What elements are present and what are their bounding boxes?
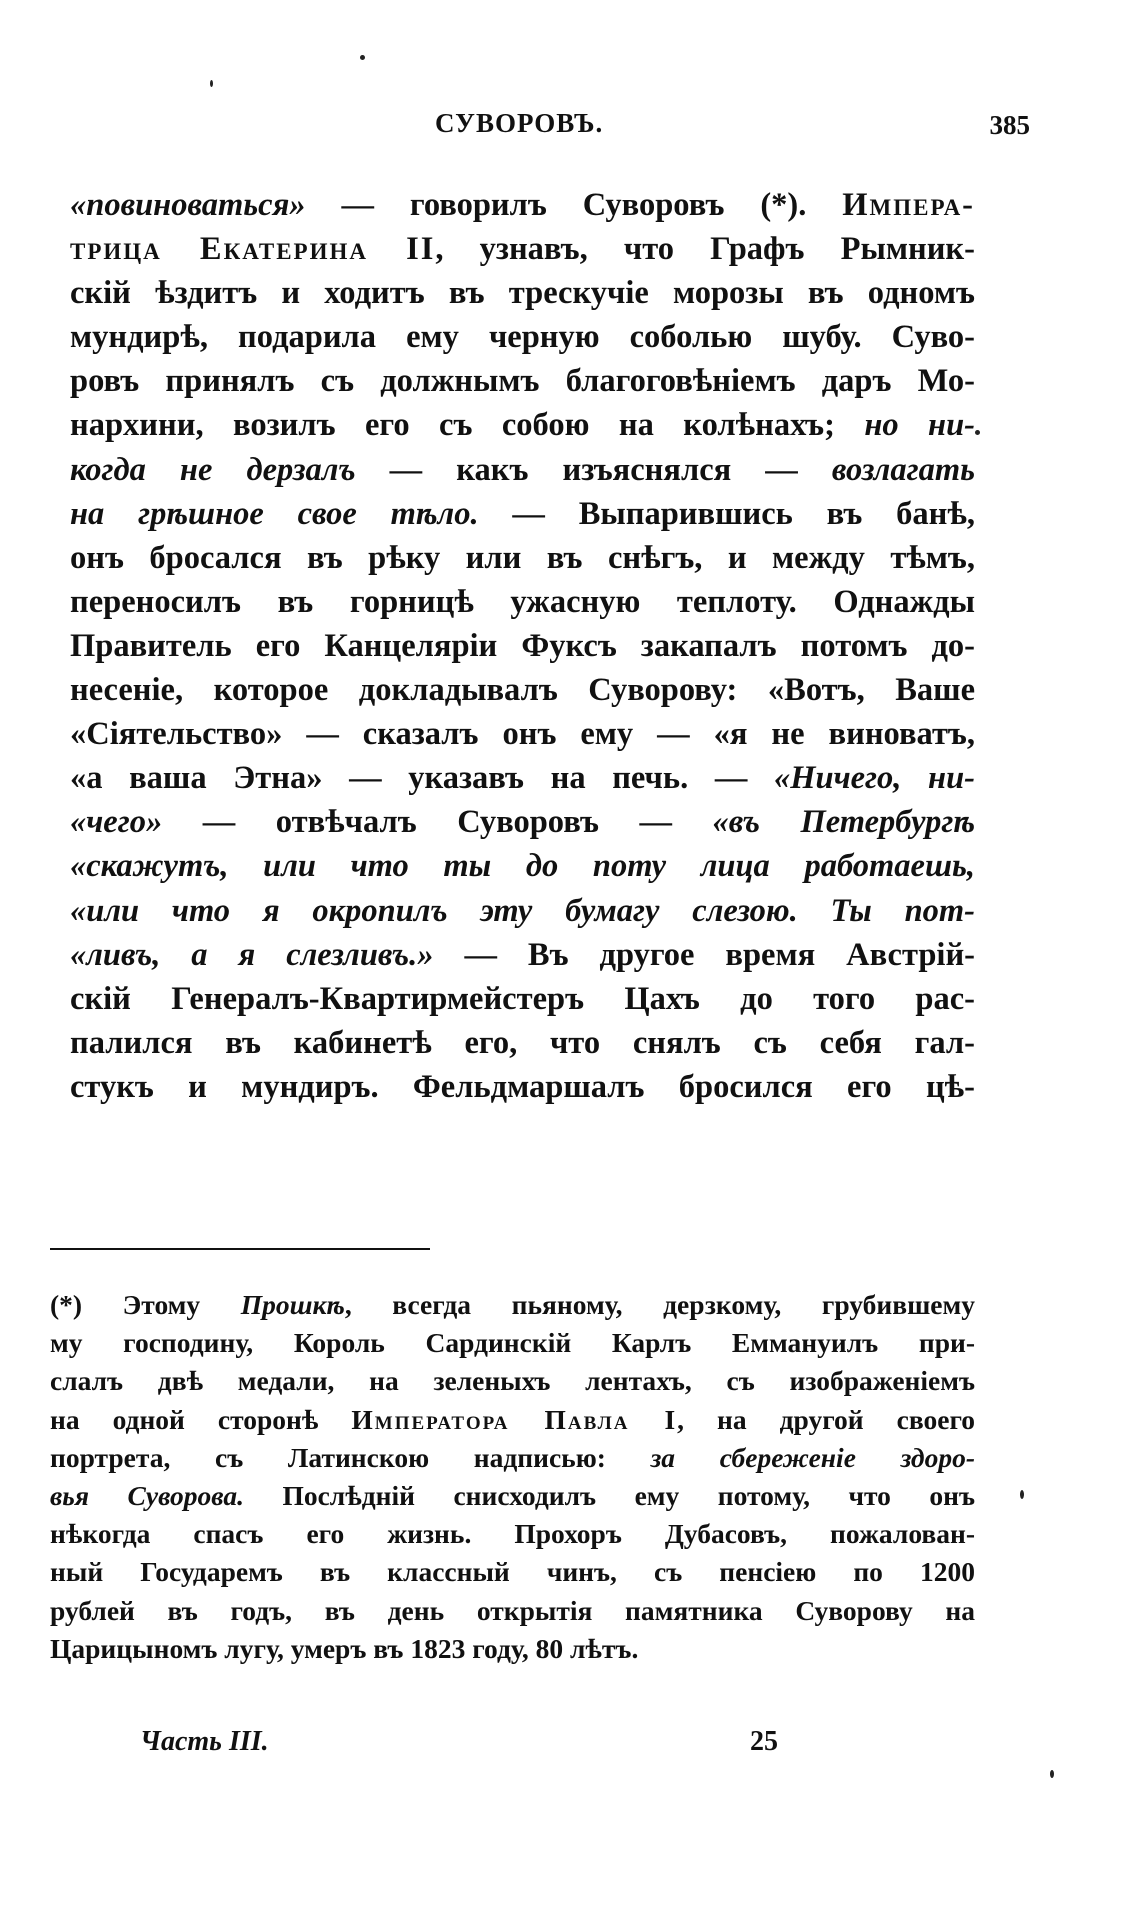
text-segment: на грѣшное свое тѣло. [70,495,479,532]
text-segment: нархини, возилъ его съ собою на колѣнахъ; [70,407,865,444]
text-line [70,183,975,227]
text-segment: , узнавъ, что Графъ Рымник- [435,231,975,268]
print-speck [1020,1490,1024,1499]
text-segment: за сбереженіе здоро- [650,1441,975,1473]
text-segment: — говорилъ Суворовъ (*). [341,187,843,223]
text-segment: портрета, съ Латинскою надписью: [50,1441,651,1473]
text-line: мундирѣ, подарила ему черную соболью шубу. Суво- [70,319,975,356]
footnote-line: Царицыномъ лугу, умеръ въ 1823 году, 80 лѣтъ. [50,1632,639,1664]
text-segment: на одной сторонѣ [50,1403,352,1435]
footnote-line: нѣкогда спасъ его жизнь. Прохоръ Дубасовъ, пожалован- [50,1518,975,1550]
text-line [70,403,975,447]
text-segment: «повиноваться» [70,187,342,223]
footnote-line [50,1401,975,1439]
text-line: скій ѣздитъ и ходитъ въ трескучіе морозы въ одномъ [70,275,975,312]
part-label: Часть III. [140,1726,269,1757]
footnote-line [50,1286,975,1324]
text-segment: (*) Этому [50,1289,241,1320]
text-segment: но ни- [864,407,975,444]
text-line: палился въ кабинетѣ его, что снялъ съ себя гал- [70,1024,975,1061]
print-speck [975,430,980,435]
text-line: переносилъ въ горницѣ ужасную теплоту. Однажды [70,583,975,620]
print-speck [360,55,365,60]
text-line [70,227,975,271]
text-line: несеніе, которое докладывалъ Суворову: «Вотъ, Ваше [70,672,975,709]
text-line [70,933,975,977]
text-segment: Прошкѣ [240,1289,345,1320]
text-line [70,492,975,536]
text-line [70,448,975,492]
text-segment: «а ваша Этна» — указавъ на печь. — [70,760,774,797]
running-head: СУВОРОВЪ. [435,108,604,138]
text-segment: , всегда пьяному, дерзкому, грубившему [344,1289,975,1320]
text-segment: «Ничего, ни- [773,760,976,797]
text-segment: «въ Петербургѣ [712,804,975,841]
text-segment: Императора Павла I [351,1403,678,1435]
footnote-line: слалъ двѣ медали, на зеленыхъ лентахъ, съ изображеніемъ [50,1365,975,1397]
text-line: Правитель его Канцеляріи Фуксъ закапалъ потомъ до- [70,627,975,664]
print-speck [1050,1770,1054,1778]
footnote-line [50,1439,975,1477]
text-segment: «ливъ, а я слезливъ.» [70,936,434,973]
text-segment: , на другой своего [677,1403,975,1435]
signature-mark [140,1726,840,1766]
text-segment: когда не дерзалъ [70,451,356,488]
text-segment: — какъ изъяснялся — [355,451,832,488]
signature-number: 25 [750,1726,778,1757]
text-line: «Сіятельство» — сказалъ онъ ему — «я не виноватъ, [70,716,975,753]
text-line [70,800,975,844]
text-segment: — отвѣчалъ Суворовъ — [162,804,713,841]
footnote-line: рублей въ годъ, въ день открытія памятника Суворову на [50,1594,975,1626]
footnote-line [50,1477,975,1515]
text-segment: возлагать [831,451,975,488]
text-segment: вья Суворова. [50,1479,244,1511]
text-line: «скажутъ, или что ты до поту лица работаешь, [70,848,975,885]
page-header [70,108,1030,148]
text-line: онъ бросался въ рѣку или въ снѣгъ, и между тѣмъ, [70,539,975,576]
text-line: «или что я окропилъ эту бумагу слезою. Ты пот- [70,892,975,929]
footnote-line: му господину, Король Сардинскій Карлъ Еммануилъ при- [50,1327,975,1359]
text-segment: — Выпарившись въ банѣ, [478,495,975,532]
text-line: ровъ принялъ съ должнымъ благоговѣніемъ даръ Мо- [70,363,975,400]
text-segment: трица [70,231,200,268]
footnote-divider [50,1248,430,1250]
text-line [70,756,975,800]
footnote [50,1286,975,1668]
page-number: 385 [989,110,1030,140]
text-segment: Екатерина II [199,231,436,268]
text-line: стукъ и мундиръ. Фельдмаршалъ бросился его цѣ- [70,1068,975,1105]
text-segment: — Въ другое время Австрій- [433,936,975,973]
text-segment: «чего» [70,804,163,841]
text-line: скій Генералъ-Квартирмейстеръ Цахъ до того рас- [70,980,975,1017]
print-speck [210,80,213,87]
text-segment: Послѣдній снисходилъ ему потому, что онъ [243,1479,976,1511]
text-segment: Импера- [842,187,976,223]
footnote-line: ный Государемъ въ классный чинъ, съ пенсіею по 1200 [50,1556,975,1588]
main-text [70,183,975,1109]
